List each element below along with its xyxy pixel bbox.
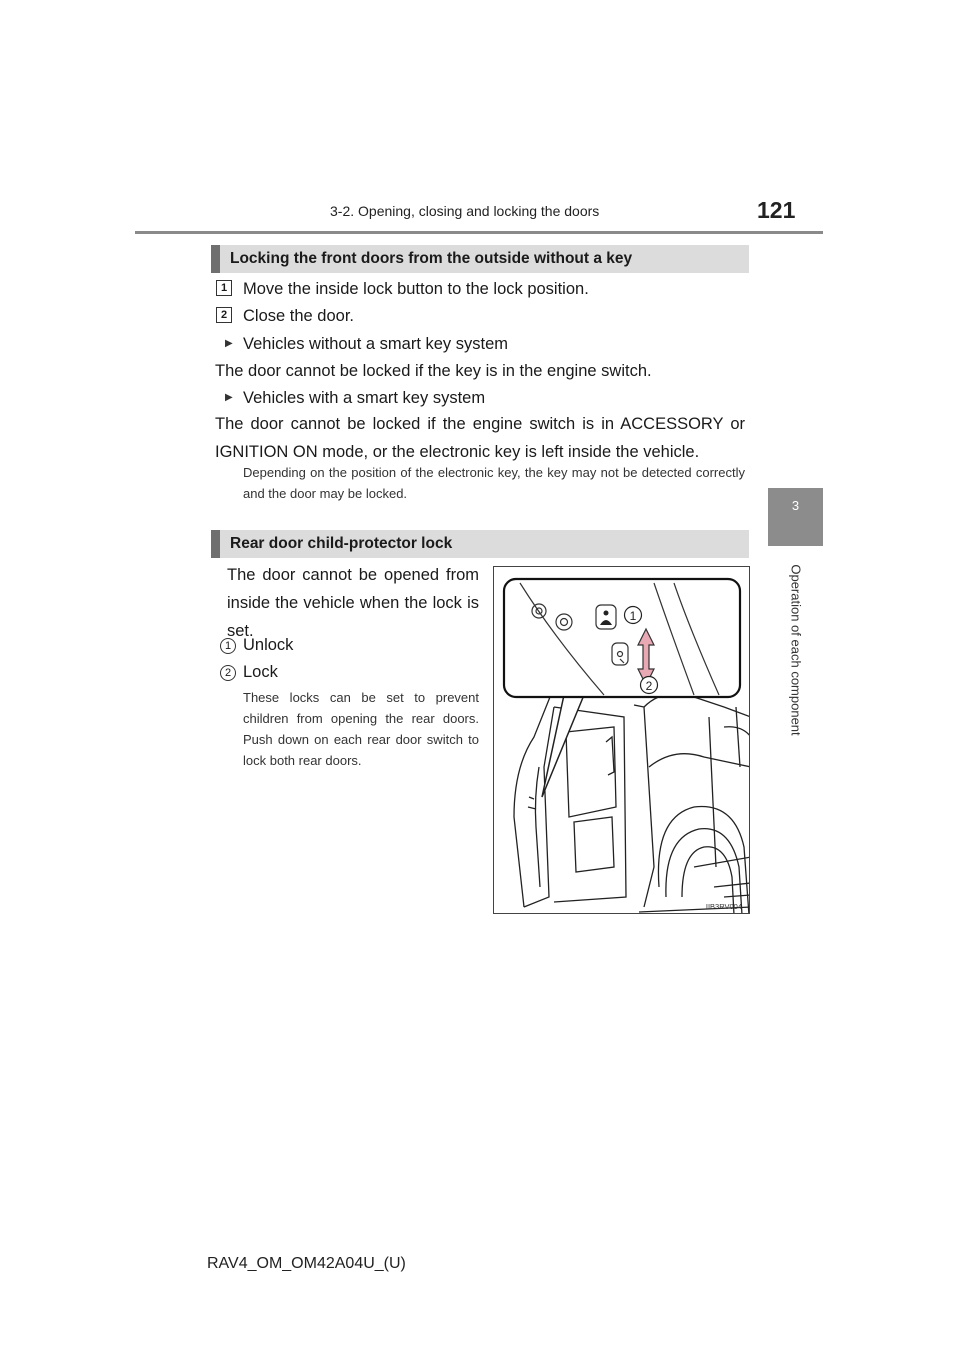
item-label: Unlock xyxy=(243,636,294,654)
step-text: Move the inside lock button to the lock position. xyxy=(243,280,589,298)
item-label: Lock xyxy=(243,663,278,681)
figure-code: IIB3RV004 xyxy=(705,902,742,911)
bullet-arrow-icon: ▶ xyxy=(225,338,233,349)
item-number-circle: 1 xyxy=(220,638,236,654)
chapter-number: 3 xyxy=(791,498,800,513)
note-text: Depending on the position of the electronic key, the key may not be detected correctly and the door may be locked. xyxy=(243,465,745,501)
step-text: Close the door. xyxy=(243,307,354,325)
section-header-child-lock: Rear door child-protector lock xyxy=(211,530,749,558)
paragraph: The door cannot be locked if the key is in the engine switch. xyxy=(215,362,652,380)
step-number-box: 2 xyxy=(216,307,232,323)
running-head: 3-2. Opening, closing and locking the doors xyxy=(330,203,600,219)
chapter-title: Operation of each component xyxy=(788,564,804,736)
bullet-arrow-icon: ▶ xyxy=(225,392,233,403)
callout-1: 1 xyxy=(629,609,637,623)
step-number-box: 1 xyxy=(216,280,232,296)
chapter-tab xyxy=(768,488,823,546)
document-code: RAV4_OM_OM42A04U_(U) xyxy=(207,1255,406,1272)
note-text: These locks can be set to prevent children from opening the rear doors. Push down on each rear door switch to lock both rear doors. xyxy=(243,690,479,768)
door-illustration-svg xyxy=(494,567,750,914)
child-lock-illustration xyxy=(493,566,750,914)
callout-2: 2 xyxy=(645,679,653,693)
intro-paragraph: The door cannot be opened from inside the vehicle when the lock is set. xyxy=(227,566,479,640)
section-header-front-doors: Locking the front doors from the outside without a key xyxy=(211,245,749,273)
paragraph: The door cannot be locked if the engine switch is in ACCESSORY or IGNITION ON mode, or the electronic key is left inside the vehicle. xyxy=(215,415,745,461)
page-number: 121 xyxy=(757,197,796,223)
header-rule xyxy=(135,231,823,234)
condition-label: Vehicles without a smart key system xyxy=(243,335,509,353)
item-number-circle: 2 xyxy=(220,665,236,681)
condition-label: Vehicles with a smart key system xyxy=(243,389,486,407)
